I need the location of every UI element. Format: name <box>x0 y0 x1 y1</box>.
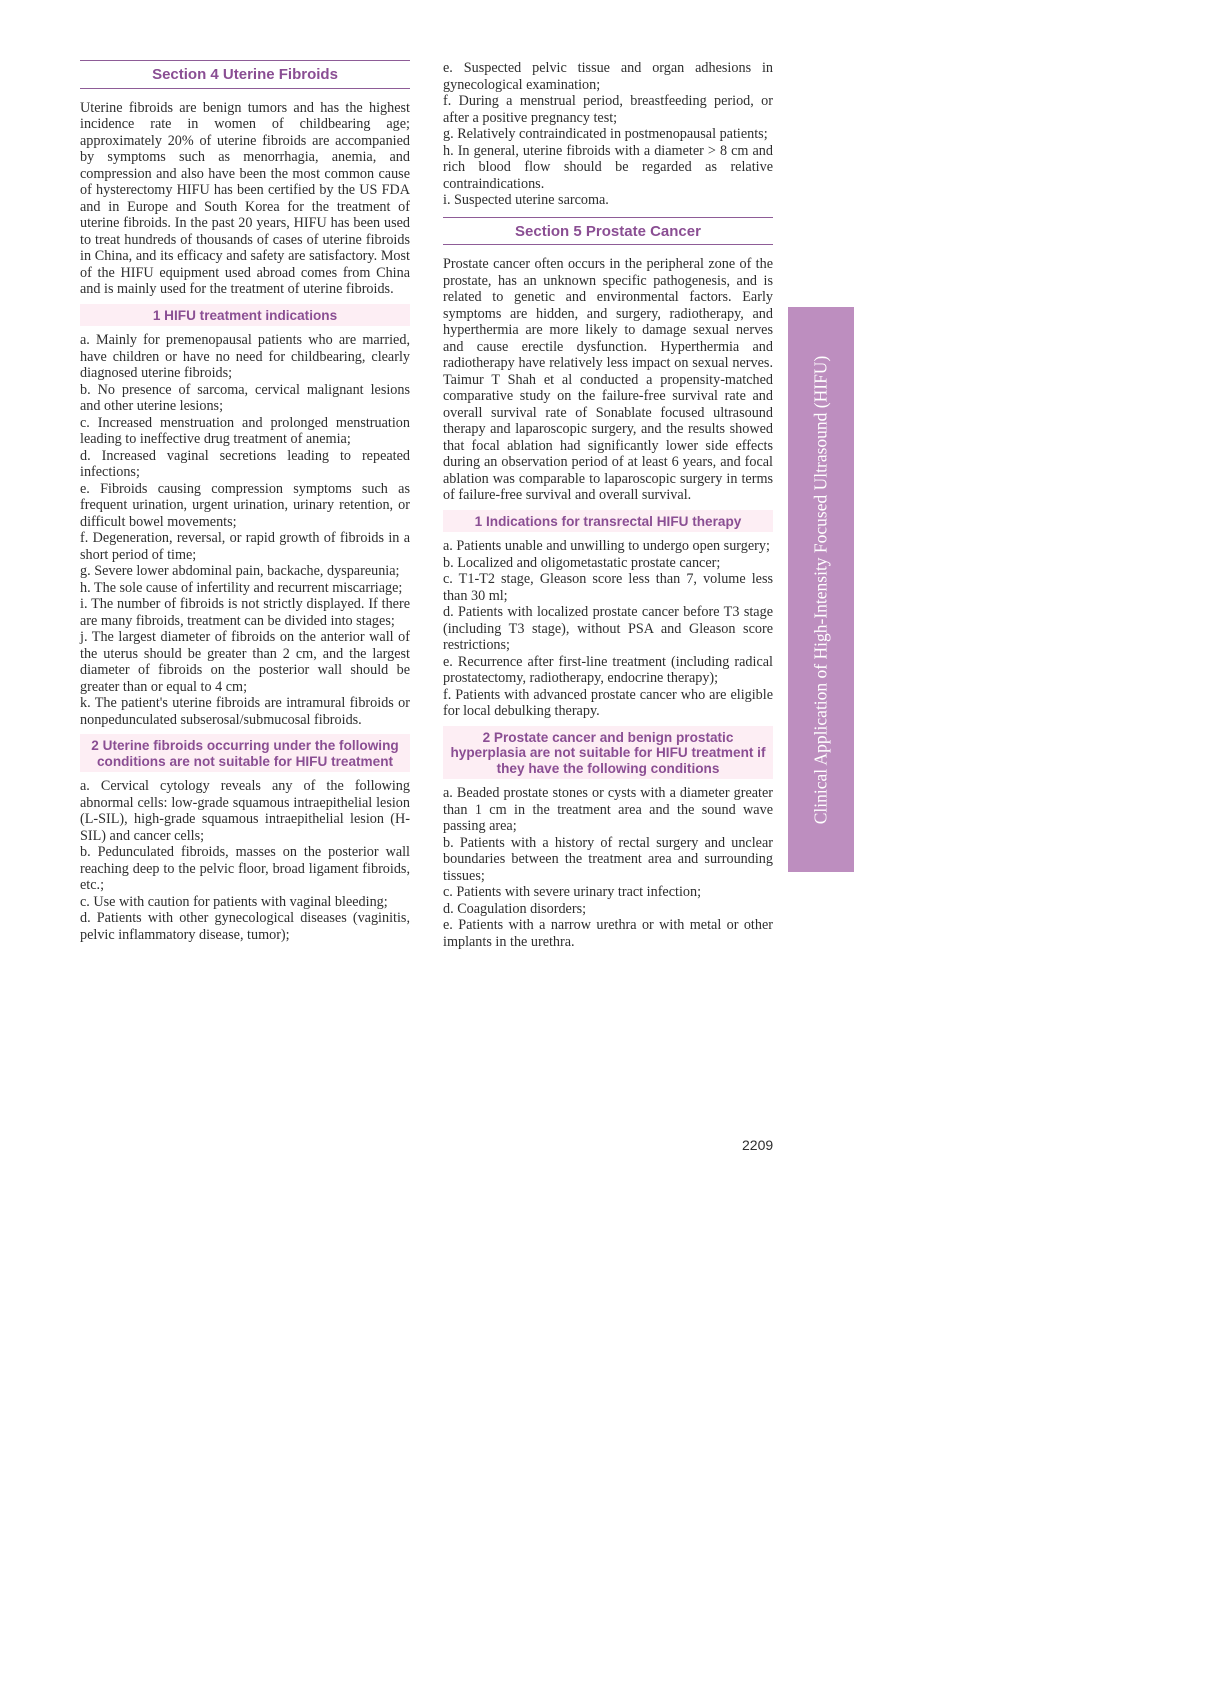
uterine-contraindications-heading: 2 Uterine fibroids occurring under the following conditions are not suitable for HIFU treatment <box>80 734 410 772</box>
list-item: b. Patients with a history of rectal surgery and unclear boundaries between the treatment area and surrounding tissues; <box>443 834 773 884</box>
list-item: i. The number of fibroids is not strictly displayed. If there are many fibroids, treatment can be divided into stages; <box>80 596 410 629</box>
list-item: e. Suspected pelvic tissue and organ adhesions in gynecological examination; <box>443 60 773 93</box>
list-item: f. During a menstrual period, breastfeeding period, or after a positive pregnancy test; <box>443 93 773 126</box>
section-5-intro-paragraph: Prostate cancer often occurs in the peripheral zone of the prostate, has an unknown specific pathogenesis, and is related to genetic and environmental factors. Early symptoms are hidden, and surgery, radiotherapy, and hyperthermia are more likely to damage sexual nerves and cause erectile dysfunction. Hyperthermia and radiotherapy have relatively less impact on sexual nerves. Taimur T Shah et al conducted a propensity-matched comparative study on the failure-free survival rate and overall survival rate of Sonablate focused ultrasound therapy and laparoscopic surgery, and the results showed that focal ablation had significantly lower side effects during an observation period of at least 6 years, and focal ablation was comparable to laparoscopic surgery in terms of failure-free survival and overall survival. <box>443 256 773 503</box>
chapter-sidebar-title: Clinical Application of High-Intensity Focused Ultrasound (HIFU) <box>810 355 831 824</box>
right-column <box>443 60 773 950</box>
list-item: c. Increased menstruation and prolonged menstruation leading to ineffective drug treatment of anemia; <box>80 414 410 447</box>
list-item: b. Pedunculated fibroids, masses on the posterior wall reaching deep to the pelvic floor, broad ligament fibroids, etc.; <box>80 844 410 893</box>
prostate-contraindications-list <box>443 785 773 950</box>
list-item: a. Beaded prostate stones or cysts with a diameter greater than 1 cm in the treatment area and the sound wave passing area; <box>443 785 773 834</box>
list-item: c. Patients with severe urinary tract infection; <box>443 884 702 900</box>
list-item: h. The sole cause of infertility and recurrent miscarriage; <box>80 579 403 596</box>
section-4-intro-paragraph: Uterine fibroids are benign tumors and has the highest incidence rate in women of childbearing age; approximately 20% of uterine fibroids are accompanied by symptoms such as menorrhagia, anemia, and compression and also have been the most common cause of hysterectomy HIFU has been certified by the US FDA and in Europe and South Korea for the treatment of uterine fibroids. In the past 20 years, HIFU has been used to treat hundreds of thousands of cases of uterine fibroids in China, and its efficacy and safety are satisfactory. Most of the HIFU equipment used abroad comes from China and is mainly used for the treatment of uterine fibroids. <box>80 99 410 297</box>
section-5-title: Section 5 Prostate Cancer <box>443 217 773 246</box>
chapter-sidebar-tab <box>788 307 854 872</box>
list-item: g. Severe lower abdominal pain, backache, dyspareunia; <box>80 563 400 579</box>
list-item: g. Relatively contraindicated in postmenopausal patients; <box>443 126 768 142</box>
list-item: c. Use with caution for patients with vaginal bleeding; <box>80 893 388 910</box>
list-item: d. Increased vaginal secretions leading to repeated infections; <box>80 447 410 480</box>
list-item: e. Fibroids causing compression symptoms such as frequent urination, urgent urination, urinary retention, or difficult bowel movements; <box>80 480 410 530</box>
list-item: e. Patients with a narrow urethra or with metal or other implants in the urethra. <box>443 917 773 950</box>
list-item: i. Suspected uterine sarcoma. <box>443 192 609 208</box>
list-item: b. Localized and oligometastatic prostate cancer; <box>443 554 721 571</box>
list-item: c. T1-T2 stage, Gleason score less than 7, volume less than 30 ml; <box>443 571 773 604</box>
prostate-contraindications-heading: 2 Prostate cancer and benign prostatic hyperplasia are not suitable for HIFU treatment if they have the following conditions <box>443 726 773 780</box>
list-item: d. Coagulation disorders; <box>443 900 587 917</box>
list-item: j. The largest diameter of fibroids on the anterior wall of the uterus should be greater than 2 cm, and the largest diameter of fibroids on the posterior wall should be greater than or equal to 4 cm; <box>80 629 410 695</box>
list-item: h. In general, uterine fibroids with a diameter > 8 cm and rich blood flow should be regarded as relative contraindications. <box>443 142 773 192</box>
list-item: d. Patients with localized prostate cancer before T3 stage (including T3 stage), without PSA and Gleason score restrictions; <box>443 604 773 653</box>
list-item: e. Recurrence after first-line treatment (including radical prostatectomy, radiotherapy, endocrine therapy); <box>443 653 773 686</box>
list-item: f. Degeneration, reversal, or rapid growth of fibroids in a short period of time; <box>80 530 410 563</box>
section-4-title: Section 4 Uterine Fibroids <box>80 60 410 89</box>
uterine-indications-list <box>80 332 410 728</box>
uterine-contraindications-list <box>80 778 410 943</box>
list-item: a. Patients unable and unwilling to undergo open surgery; <box>443 538 770 554</box>
list-item: f. Patients with advanced prostate cancer who are eligible for local debulking therapy. <box>443 686 773 719</box>
uterine-contraindications-continued-list <box>443 60 773 209</box>
list-item: b. No presence of sarcoma, cervical malignant lesions and other uterine lesions; <box>80 381 410 414</box>
prostate-indications-heading: 1 Indications for transrectal HIFU therapy <box>443 510 773 533</box>
list-item: d. Patients with other gynecological diseases (vaginitis, pelvic inflammatory disease, tumor); <box>80 910 410 943</box>
left-column <box>80 60 410 943</box>
list-item: a. Mainly for premenopausal patients who are married, have children or have no need for childbearing, clearly diagnosed uterine fibroids; <box>80 332 410 381</box>
prostate-indications-list <box>443 538 773 720</box>
page-number: 2209 <box>742 1137 774 1153</box>
list-item: k. The patient's uterine fibroids are intramural fibroids or nonpedunculated subserosal/submucosal fibroids. <box>80 695 410 728</box>
list-item: a. Cervical cytology reveals any of the following abnormal cells: low-grade squamous intraepithelial lesion (L-SIL), high-grade squamous intraepithelial lesion (H-SIL) and cancer cells; <box>80 778 410 844</box>
uterine-indications-heading: 1 HIFU treatment indications <box>80 304 410 327</box>
